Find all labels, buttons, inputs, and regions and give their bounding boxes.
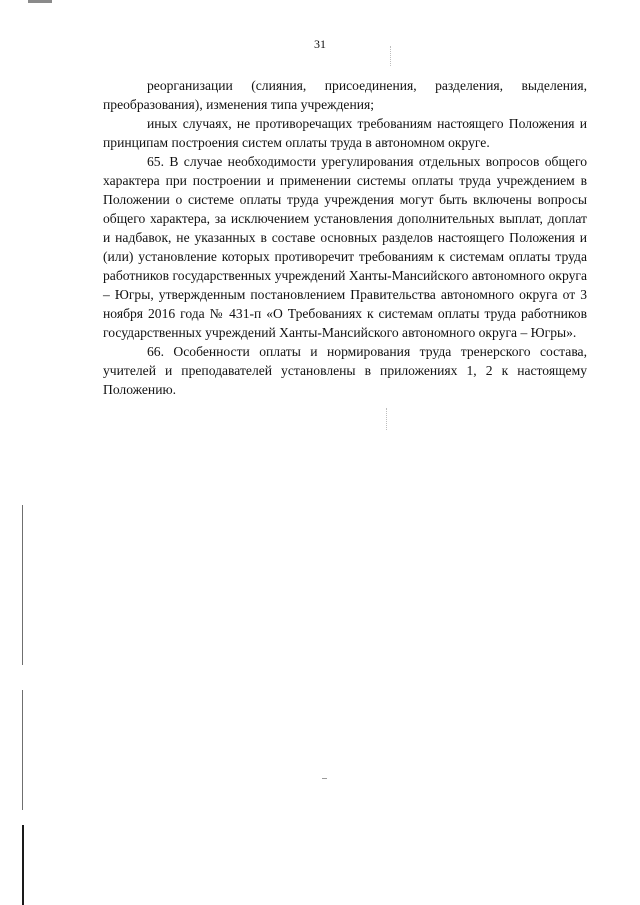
paragraph-65: 65. В случае необходимости урегулирования отдельных вопросов общего характера при построении и применении системы оплаты труда учреждением в Положении о системе оплаты труда учреждения могут быть включены вопросы общего характера, за исключением установления дополнительных выплат, доплат и надбавок, не указанных в составе основных разделов настоящего Положения и (или) установление которых противоречит требованиям к системам оплаты труда работников государственных учреждений Ханты-Мансийского автономного округа – Югры, утвержденным постановлением Правительства автономного округа от 3 ноября 2016 года № 431-п «О Требованиях к системам оплаты труда работников государственных учреждений Ханты-Мансийского автономного округа – Югры». xyxy=(103,154,587,340)
document-body xyxy=(103,76,587,399)
scan-artifact-corner xyxy=(28,0,52,3)
paragraph-reorganization: реорганизации (слияния, присоединения, разделения, выделения, преобразования), изменения типа учреждения; xyxy=(103,78,587,112)
scan-artifact-dash xyxy=(386,408,387,430)
scan-artifact-left-edge xyxy=(22,690,23,810)
scan-artifact-left-edge xyxy=(22,505,23,665)
paragraph-66: 66. Особенности оплаты и нормирования труда тренерского состава, учителей и преподавателей установлены в приложениях 1, 2 к настоящему Положению. xyxy=(103,344,587,397)
page-number: 31 xyxy=(314,37,326,51)
paragraph-other-cases: иных случаях, не противоречащих требованиям настоящего Положения и принципам построения систем оплаты труда в автономном округе. xyxy=(103,116,587,150)
scan-artifact-dash xyxy=(390,46,391,66)
scan-artifact-left-edge xyxy=(22,825,24,905)
scan-artifact-speck xyxy=(322,778,327,779)
